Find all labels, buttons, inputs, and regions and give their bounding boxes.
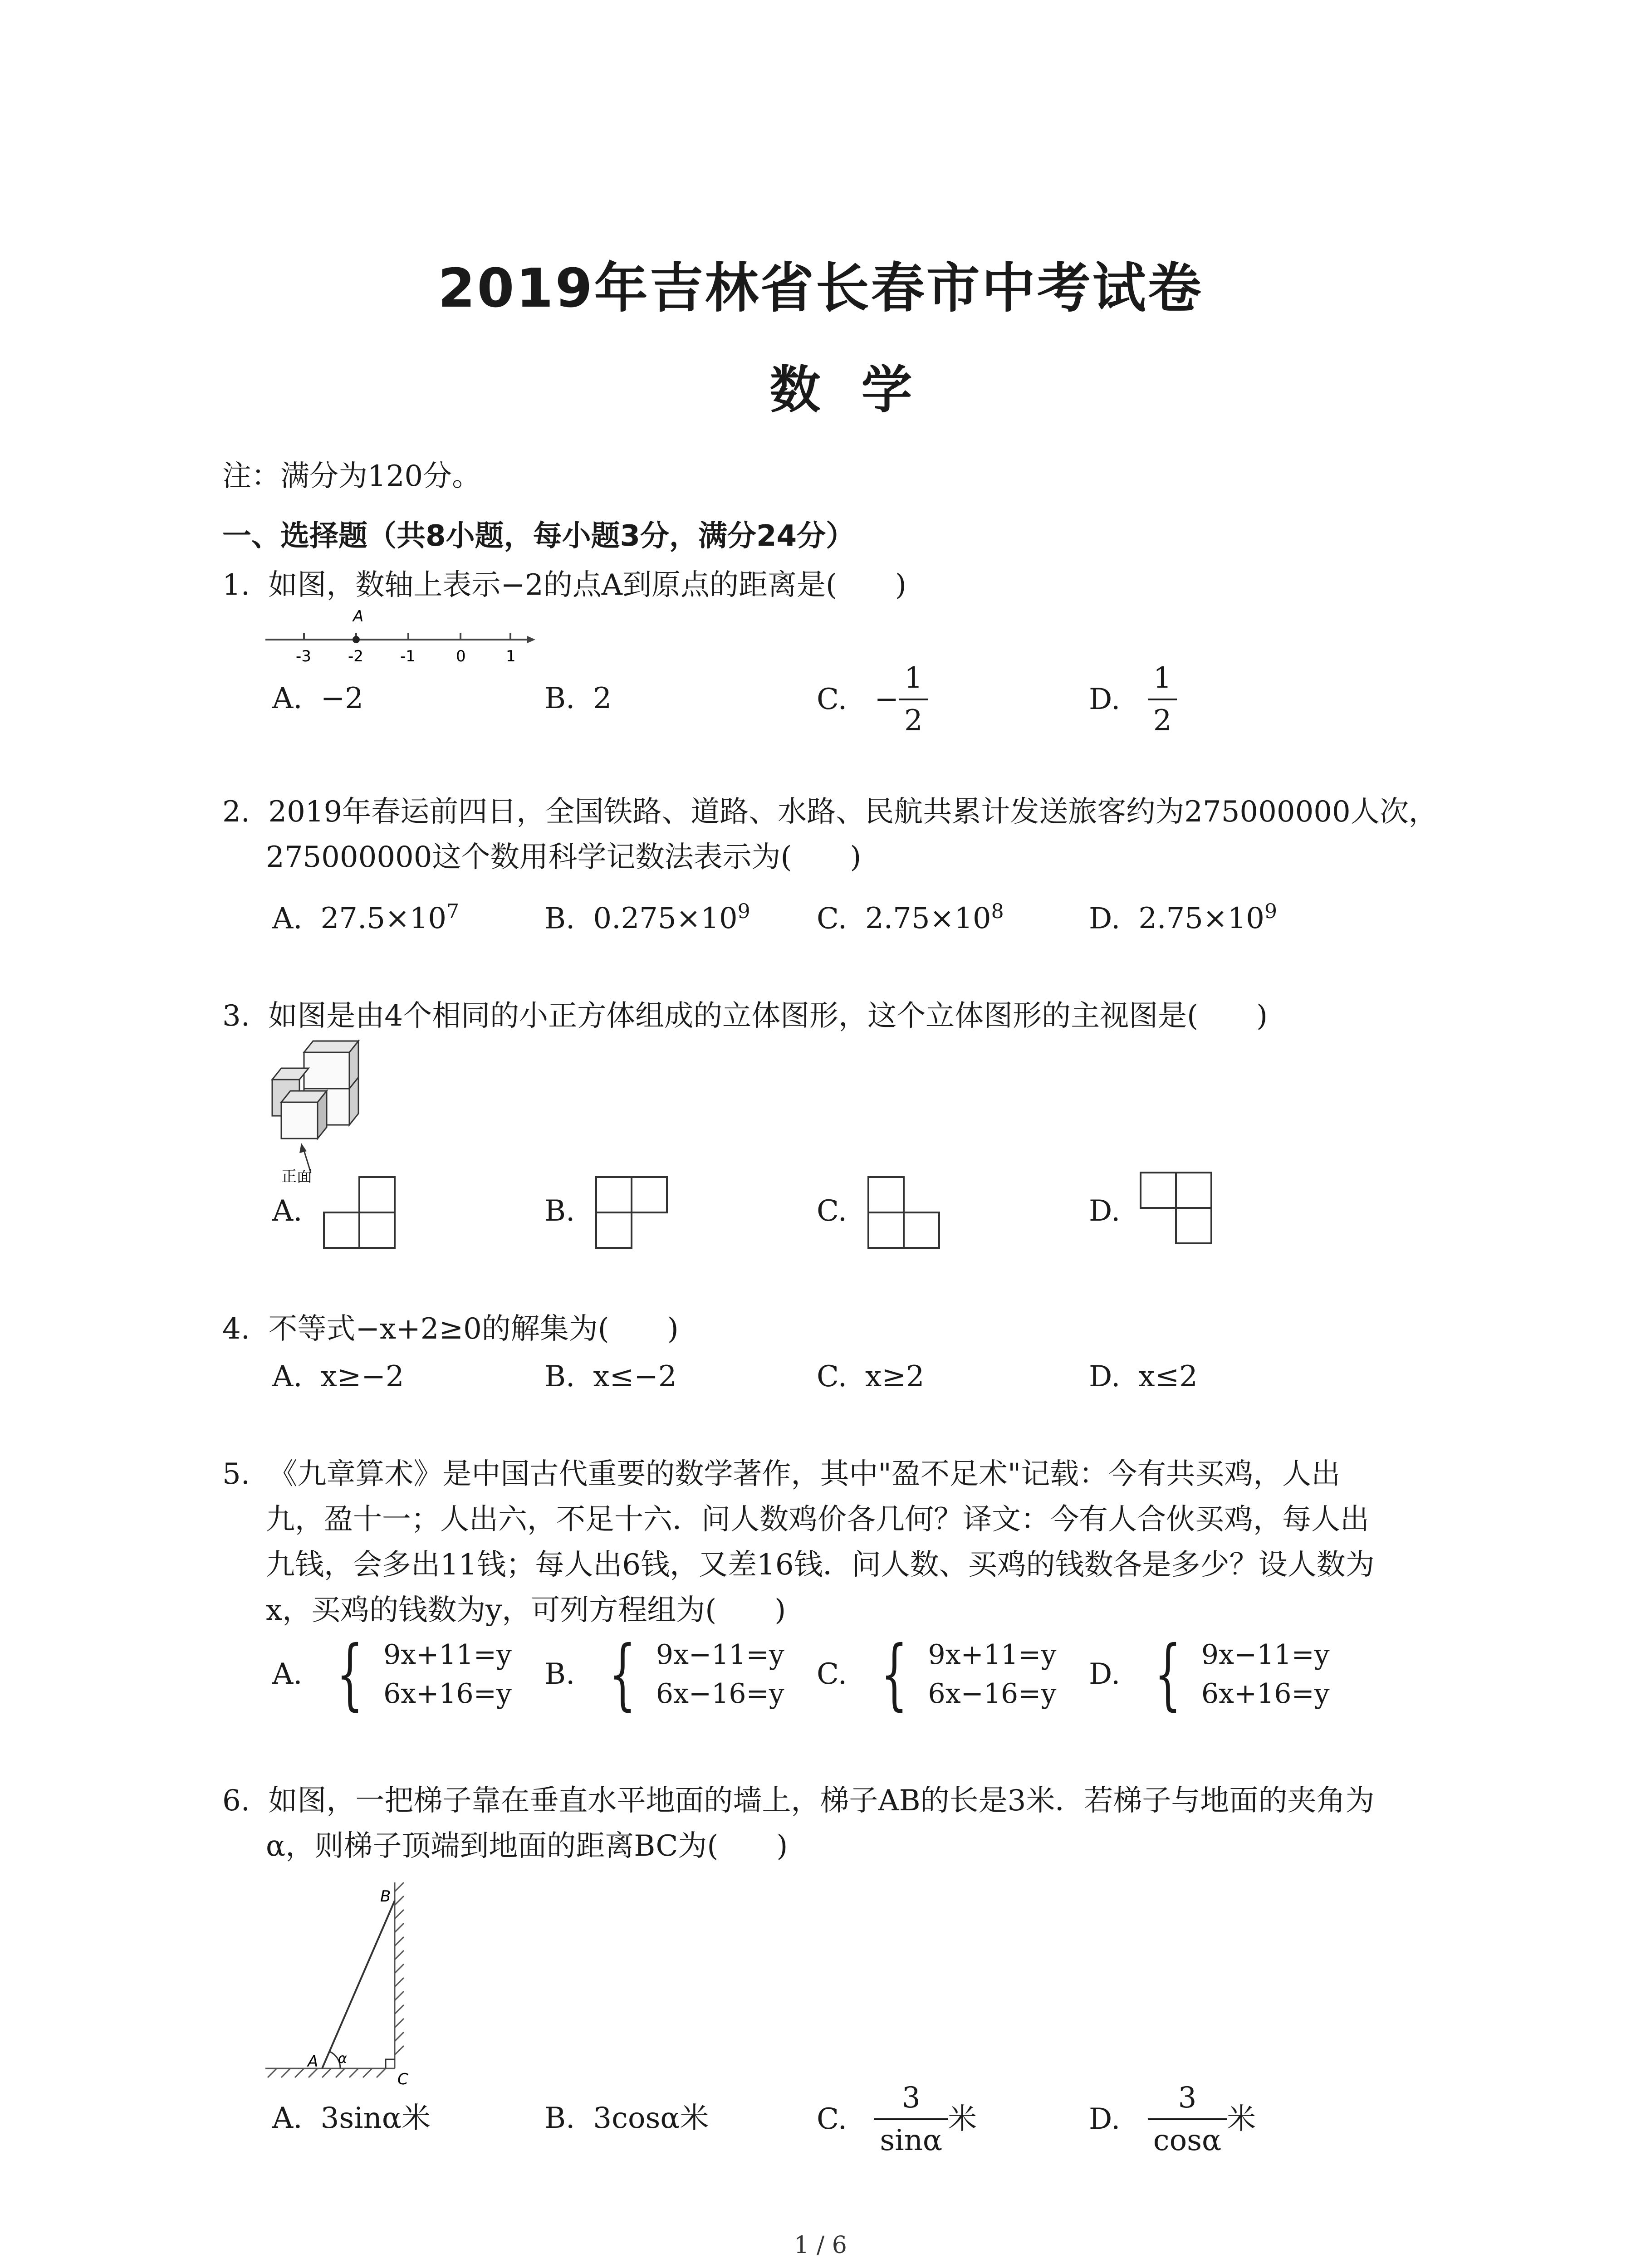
tick-label: 1 (506, 647, 516, 665)
question-text-line: α，则梯子顶端到地面的距离BC为( ) (266, 1829, 788, 1863)
option-b-figure[interactable] (594, 1175, 671, 1252)
question-number: 4. (222, 1312, 250, 1346)
number-line-figure (263, 603, 544, 671)
option-b[interactable]: B. $0.275\times 10^9$ (544, 900, 750, 936)
option-a[interactable]: A. x≥−2 (272, 1360, 404, 1393)
tick-label: -3 (296, 647, 311, 665)
question-text: 《九章算术》是中国古代重要的数学著作，其中"盈不足术"记载：今有共买鸡，人出 (268, 1457, 1341, 1491)
question-text: 不等式−x+2≥0的解集为( ) (268, 1312, 679, 1346)
page-subtitle: 数学 (769, 361, 953, 420)
section-heading: 一、选择题（共8小题，每小题3分，满分24分） (222, 519, 855, 553)
question-2 (222, 789, 1438, 835)
question-text: 如图是由4个相同的小正方体组成的立体图形，这个立体图形的主视图是( ) (268, 999, 1268, 1033)
question-number: 1. (222, 568, 250, 602)
option-c[interactable]: C. − $\frac{1}{2}$ (817, 658, 928, 741)
question-text-line: 275000000这个数用科学记数法表示为( ) (266, 841, 862, 874)
point-b-label: B (380, 1887, 391, 1906)
question-4 (222, 1306, 679, 1352)
question-text-line: x，买鸡的钱数为y，可列方程组为( ) (266, 1593, 786, 1627)
option-c[interactable]: C. { 9x+11=y 6x−16=y (817, 1629, 1057, 1719)
tick-label: 0 (456, 647, 466, 665)
option-d[interactable]: D. $\frac{1}{2}$ (1089, 658, 1177, 741)
cube-stack-figure (263, 1034, 381, 1184)
front-label: 正面 (281, 1168, 312, 1184)
option-d[interactable]: D. { 9x−11=y 6x+16=y (1089, 1629, 1330, 1719)
tick-label: -1 (400, 647, 416, 665)
option-b-label[interactable]: B. (544, 1194, 575, 1228)
option-a-label[interactable]: A. (272, 1194, 303, 1228)
question-number: 5. (222, 1457, 250, 1491)
option-a-figure[interactable] (322, 1175, 399, 1252)
tick-label: -2 (348, 647, 363, 665)
option-d[interactable]: D. $\frac{3}{\cos\alpha}$ 米 (1089, 2077, 1256, 2161)
question-number: 3. (222, 999, 250, 1033)
option-a[interactable]: A. 3sinα米 (272, 2102, 431, 2135)
option-c[interactable]: C. $2.75\times 10^8$ (817, 900, 1004, 936)
option-a[interactable]: A. $27.5\times 10^7$ (272, 900, 460, 936)
angle-alpha-label: α (338, 2051, 347, 2067)
question-text-line: 九，盈十一；人出六，不足十六．问人数鸡价各几何？译文：今有人合伙买鸡，每人出 (266, 1503, 1369, 1536)
option-c-label[interactable]: C. (817, 1194, 847, 1228)
option-d[interactable]: D. x≤2 (1089, 1360, 1198, 1393)
option-d-label[interactable]: D. (1089, 1194, 1121, 1228)
point-a-label: A (353, 607, 364, 626)
option-c[interactable]: C. x≥2 (817, 1360, 925, 1393)
option-a[interactable]: A. { 9x+11=y 6x+16=y (272, 1629, 512, 1719)
question-text: 如图，数轴上表示−2的点A到原点的距离是( ) (268, 568, 906, 602)
question-1 (222, 562, 906, 608)
point-a-dot (353, 636, 360, 643)
question-5 (222, 1452, 1340, 1497)
question-3 (222, 993, 1268, 1039)
question-number: 2. (222, 795, 250, 829)
question-text: 如图，一把梯子靠在垂直水平地面的墙上，梯子AB的长是3米．若梯子与地面的夹角为 (268, 1784, 1375, 1818)
question-6 (222, 1778, 1374, 1823)
point-c-label: C (397, 2070, 408, 2088)
page-title: 2019年吉林省长春市中考试卷 (438, 257, 1203, 319)
point-a-label: A (308, 2053, 318, 2071)
question-text: 2019年春运前四日，全国铁路、道路、水路、民航共累计发送旅客约为275000000人次， (268, 795, 1438, 829)
question-number: 6. (222, 1784, 250, 1818)
option-c-figure[interactable] (867, 1175, 944, 1252)
ladder-figure (263, 1873, 454, 2091)
option-a[interactable]: A. −2 (272, 682, 363, 715)
option-b[interactable]: B. 2 (544, 682, 612, 715)
option-c[interactable]: C. $\frac{3}{\sin\alpha}$ 米 (817, 2077, 977, 2161)
option-b[interactable]: B. x≤−2 (544, 1360, 677, 1393)
option-b[interactable]: B. { 9x−11=y 6x−16=y (544, 1629, 784, 1719)
option-b[interactable]: B. 3cosα米 (544, 2102, 709, 2135)
option-d-figure[interactable] (1139, 1170, 1216, 1247)
option-d[interactable]: D. $2.75\times 10^9$ (1089, 900, 1277, 936)
page-number: 1 / 6 (794, 2232, 847, 2259)
exam-note: 注：满分为120分。 (222, 459, 481, 493)
question-text-line: 九钱，会多出11钱；每人出6钱，又差16钱．问人数、买鸡的钱数各是多少？设人数为 (266, 1548, 1375, 1582)
